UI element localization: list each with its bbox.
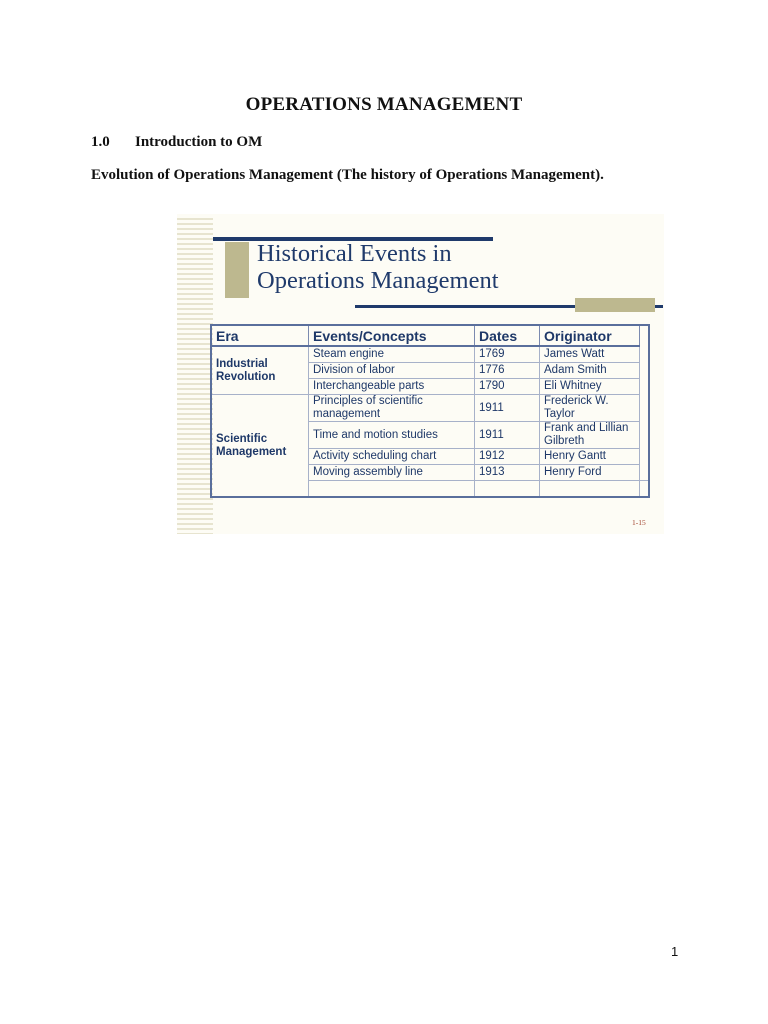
header-dates: Dates: [475, 325, 540, 346]
date-cell: 1790: [475, 379, 540, 395]
subheading: Evolution of Operations Management (The history of Operations Management).: [91, 167, 604, 183]
table-header-row: [211, 325, 649, 346]
section-title: Introduction to OM: [135, 134, 263, 150]
date-cell: 1912: [475, 449, 540, 465]
event-cell: Principles of scientific management: [309, 395, 475, 422]
originator-cell: James Watt: [540, 346, 640, 363]
header-era: Era: [211, 325, 309, 346]
originator-cell: Adam Smith: [540, 363, 640, 379]
slide-image: [177, 214, 664, 534]
table-row: [211, 346, 649, 363]
date-cell: 1911: [475, 395, 540, 422]
spacer-cell: [475, 481, 540, 498]
slide-khaki-bar-right: [575, 298, 655, 312]
slide-number: 1-15: [632, 518, 646, 527]
date-cell: 1913: [475, 465, 540, 481]
document-title: OPERATIONS MANAGEMENT: [245, 94, 523, 115]
originator-cell: Henry Ford: [540, 465, 640, 481]
slide-khaki-accent: [225, 242, 249, 298]
slide-title-line-1: Historical Events in: [257, 240, 452, 267]
date-cell: 1911: [475, 422, 540, 449]
era-label: Industrial: [216, 357, 268, 370]
header-events: Events/Concepts: [309, 325, 475, 346]
era-cell: [211, 346, 309, 395]
event-cell: Moving assembly line: [309, 465, 475, 481]
table-row: [211, 395, 649, 422]
originator-cell: Frank and Lillian Gilbreth: [540, 422, 640, 449]
slide-title-line-2: Operations Management: [257, 267, 499, 294]
originator-cell: Henry Gantt: [540, 449, 640, 465]
spacer-cell: [640, 481, 650, 498]
event-cell: Steam engine: [309, 346, 475, 363]
slide-title: [257, 240, 499, 294]
section-number: 1.0: [91, 134, 110, 150]
event-cell: Activity scheduling chart: [309, 449, 475, 465]
spacer-cell: [540, 481, 640, 498]
slide-stripe-decoration: [177, 218, 213, 534]
page-number: 1: [671, 944, 679, 959]
era-label: Revolution: [216, 370, 276, 383]
originator-cell: Eli Whitney: [540, 379, 640, 395]
event-cell: Time and motion studies: [309, 422, 475, 449]
event-cell: Division of labor: [309, 363, 475, 379]
date-cell: 1769: [475, 346, 540, 363]
event-cell: Interchangeable parts: [309, 379, 475, 395]
originator-cell: Frederick W. Taylor: [540, 395, 640, 422]
historical-events-table: [210, 324, 650, 498]
spacer-cell: [309, 481, 475, 498]
era-label: Scientific: [216, 432, 268, 445]
section-heading: [91, 134, 262, 151]
date-cell: 1776: [475, 363, 540, 379]
era-cell: [211, 395, 309, 498]
header-originator: Originator: [540, 325, 640, 346]
era-label: Management: [216, 445, 287, 458]
